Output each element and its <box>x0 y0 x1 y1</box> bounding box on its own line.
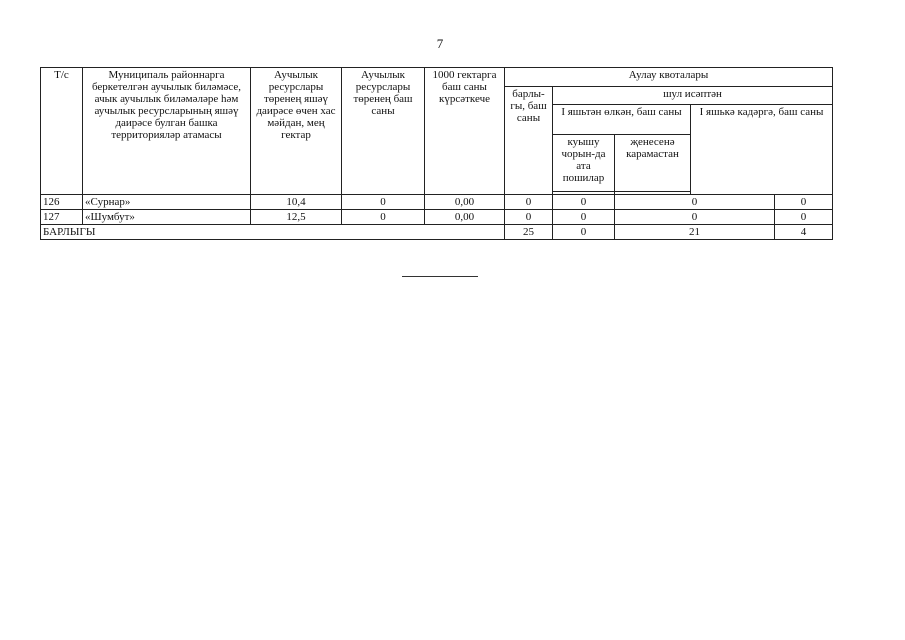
table-row <box>41 210 833 225</box>
header-including: шул исәптән <box>553 87 833 105</box>
row-nosex: 0 <box>615 210 775 225</box>
totals-total: 25 <box>505 225 553 240</box>
row-per1000: 0,00 <box>425 210 505 225</box>
totals-breeding: 0 <box>553 225 615 240</box>
row-breeding: 0 <box>553 195 615 210</box>
row-number: 127 <box>41 210 83 225</box>
divider-line <box>402 276 478 277</box>
header-breeding: куышу чорын-да ата пошилар <box>553 135 615 192</box>
row-under1: 0 <box>775 195 833 210</box>
row-name: «Шумбут» <box>83 210 251 225</box>
header-quotas: Аулау квоталары <box>505 68 833 87</box>
header-area: Аучылык ресурслары төренең яшәү даирәсе өчен хас мәйдан, мең гектар <box>251 68 342 195</box>
page-number: 7 <box>436 36 444 51</box>
totals-row <box>41 225 833 240</box>
row-area: 10,4 <box>251 195 342 210</box>
row-total: 0 <box>505 195 553 210</box>
header-count: Аучылык ресурслары төренең баш саны <box>342 68 425 195</box>
totals-nosex: 21 <box>615 225 775 240</box>
row-name: «Сурнар» <box>83 195 251 210</box>
header-nosex: җенесенә карамастан <box>615 135 691 192</box>
row-total: 0 <box>505 210 553 225</box>
row-nosex: 0 <box>615 195 775 210</box>
header-under1: I яшькә кадәргә, баш саны <box>691 105 833 195</box>
header-tc: Т/с <box>41 68 83 195</box>
header-municipality: Муниципаль районнарга беркетелгән аучылык биләмәсе, ачык аучылык биләмәләре һәм аучылык ресурсларының яшәү даирәсе булган башка территорияләр атамасы <box>83 68 251 195</box>
row-number: 126 <box>41 195 83 210</box>
header-over1: I яшьтән өлкән, баш саны <box>553 105 691 135</box>
row-count: 0 <box>342 210 425 225</box>
header-per1000: 1000 гектарга баш саны күрсәткече <box>425 68 505 195</box>
totals-label: БАРЛЫГЫ <box>41 225 505 240</box>
row-count: 0 <box>342 195 425 210</box>
totals-under1: 4 <box>775 225 833 240</box>
hunting-quota-table <box>40 67 833 240</box>
header-total-heads: барлы-гы, баш саны <box>505 87 553 195</box>
table-row <box>41 195 833 210</box>
row-breeding: 0 <box>553 210 615 225</box>
row-per1000: 0,00 <box>425 195 505 210</box>
row-under1: 0 <box>775 210 833 225</box>
row-area: 12,5 <box>251 210 342 225</box>
